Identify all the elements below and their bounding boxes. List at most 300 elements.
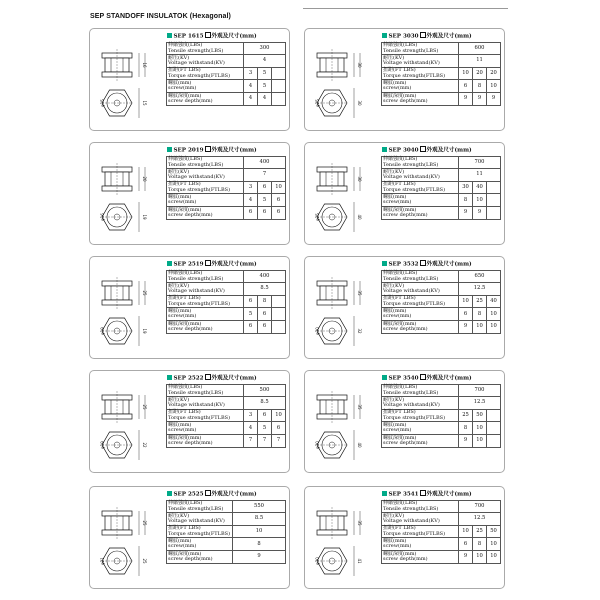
label-cn: 螺紋(mm) bbox=[168, 308, 192, 315]
spec-label bbox=[167, 500, 233, 513]
spec-label bbox=[382, 181, 459, 194]
label-en: screw depth(mm) bbox=[168, 325, 213, 332]
top-view bbox=[315, 430, 362, 460]
label-en: Voltage withstand(KV) bbox=[168, 60, 225, 67]
spec-value: 8 bbox=[258, 295, 272, 308]
spec-label bbox=[167, 435, 244, 448]
spec-label bbox=[167, 55, 244, 68]
spec-label bbox=[382, 93, 459, 106]
spec-value: 20 bbox=[473, 67, 487, 80]
height-dimension: 15 bbox=[142, 100, 147, 106]
spec-value: 4 bbox=[244, 80, 258, 93]
spec-label bbox=[382, 308, 459, 321]
spec-label bbox=[167, 169, 244, 182]
label-en: screw(mm) bbox=[383, 427, 412, 434]
spec-value: 9 bbox=[233, 551, 286, 564]
spec-label bbox=[382, 207, 459, 220]
spec-label bbox=[167, 538, 233, 551]
dims-label: 外观及尺寸(mm) bbox=[211, 375, 257, 382]
height-dimension: 35 bbox=[357, 290, 362, 296]
spec-value bbox=[272, 80, 286, 93]
spec-row-voltage bbox=[382, 169, 501, 182]
model-name: SEP 1615 bbox=[173, 33, 204, 40]
spec-label bbox=[382, 42, 459, 55]
spec-row-voltage bbox=[167, 169, 286, 182]
side-view bbox=[317, 277, 362, 309]
label-en: Voltage withstand(KV) bbox=[168, 174, 225, 181]
spec-row-screw bbox=[167, 308, 286, 321]
label-cn: 耐压(KV) bbox=[383, 168, 405, 175]
spec-row-tensile bbox=[382, 384, 501, 397]
spec-value: 4 bbox=[244, 93, 258, 106]
spec-label bbox=[167, 295, 244, 308]
spec-label bbox=[382, 55, 459, 68]
spec-row-torque bbox=[382, 67, 501, 80]
height-dimension: 19 bbox=[142, 328, 147, 334]
height-dimension: 25 bbox=[142, 290, 147, 296]
spec-label bbox=[167, 80, 244, 93]
checkbox-icon bbox=[420, 146, 426, 152]
label-cn: 螺紋深度(mm) bbox=[168, 320, 202, 327]
label-cn: 螺紋(mm) bbox=[383, 308, 407, 315]
height-dimension: 30 bbox=[357, 100, 362, 106]
label-cn: 螺紋深度(mm) bbox=[383, 434, 417, 441]
label-en: Voltage withstand(KV) bbox=[383, 174, 440, 181]
label-en: screw(mm) bbox=[383, 199, 412, 206]
divider bbox=[303, 8, 508, 9]
spec-value bbox=[487, 422, 501, 435]
spec-value bbox=[487, 194, 501, 207]
page-title: SEP STANDOFF INSULATOK (Hexagonal) bbox=[90, 13, 231, 20]
spec-label bbox=[167, 525, 233, 538]
bullet-icon bbox=[167, 261, 172, 266]
diameter-dimension: φ30 bbox=[315, 557, 320, 565]
label-cn: 螺紋深度(mm) bbox=[383, 320, 417, 327]
label-cn: 耐压(KV) bbox=[383, 396, 405, 403]
spec-label bbox=[167, 308, 244, 321]
checkbox-icon bbox=[420, 260, 426, 266]
label-cn: 耐压(KV) bbox=[383, 54, 405, 61]
spec-label bbox=[167, 409, 244, 422]
height-dimension: 30 bbox=[357, 62, 362, 68]
label-cn: 伸縮強度(LBS) bbox=[383, 156, 418, 163]
spec-card bbox=[89, 256, 290, 359]
spec-value: 5 bbox=[258, 194, 272, 207]
model-header bbox=[167, 490, 286, 500]
label-en: screw(mm) bbox=[383, 543, 412, 550]
spec-value: 600 bbox=[459, 42, 501, 55]
bullet-icon bbox=[167, 491, 172, 496]
label-cn: 扭距(FT LBS) bbox=[168, 67, 201, 74]
spec-value: 8 bbox=[473, 538, 487, 551]
spec-row-screw bbox=[382, 422, 501, 435]
spec-value: 20 bbox=[487, 67, 501, 80]
spec-value: 10 bbox=[487, 308, 501, 321]
label-cn: 扭距(FT LBS) bbox=[383, 525, 416, 532]
spec-value: 50 bbox=[473, 409, 487, 422]
spec-label bbox=[382, 169, 459, 182]
checkbox-icon bbox=[205, 490, 211, 496]
height-dimension: 16 bbox=[142, 62, 147, 68]
model-header bbox=[167, 260, 286, 270]
label-en: Torque strength(FTLBS) bbox=[383, 414, 446, 421]
spec-row-depth bbox=[167, 551, 286, 564]
spec-table bbox=[381, 260, 501, 334]
spec-value: 10 bbox=[272, 181, 286, 194]
label-en: screw(mm) bbox=[168, 543, 197, 550]
spec-value: 9 bbox=[459, 207, 473, 220]
label-en: screw(mm) bbox=[168, 313, 197, 320]
spec-row-voltage bbox=[382, 55, 501, 68]
spec-row-depth bbox=[167, 321, 286, 334]
spec-value: 6 bbox=[459, 80, 473, 93]
spec-value: 6 bbox=[244, 207, 258, 220]
spec-value: 9 bbox=[459, 321, 473, 334]
label-cn: 螺紋(mm) bbox=[168, 538, 192, 545]
label-en: Voltage withstand(KV) bbox=[168, 518, 225, 525]
label-cn: 耐压(KV) bbox=[168, 168, 190, 175]
label-cn: 伸縮強度(LBS) bbox=[168, 156, 203, 163]
spec-label bbox=[382, 513, 459, 526]
height-dimension: 25 bbox=[142, 404, 147, 410]
side-view bbox=[317, 49, 362, 81]
top-view bbox=[100, 88, 147, 118]
spec-label bbox=[382, 384, 459, 397]
spec-card bbox=[89, 142, 290, 245]
label-cn: 耐压(KV) bbox=[383, 282, 405, 289]
bullet-icon bbox=[382, 33, 387, 38]
label-en: Torque strength(FTLBS) bbox=[168, 72, 231, 79]
top-view bbox=[315, 202, 362, 232]
model-name: SEP 3040 bbox=[388, 147, 419, 154]
label-en: Torque strength(FTLBS) bbox=[168, 530, 231, 537]
diameter-dimension: φ16 bbox=[100, 213, 105, 221]
spec-value: 8 bbox=[233, 538, 286, 551]
label-en: Torque strength(FTLBS) bbox=[168, 414, 231, 421]
spec-value: 9 bbox=[473, 207, 487, 220]
model-header bbox=[382, 146, 501, 156]
bullet-icon bbox=[382, 261, 387, 266]
diameter-dimension: φ19 bbox=[100, 327, 105, 335]
spec-row-tensile bbox=[167, 384, 286, 397]
bullet-icon bbox=[382, 375, 387, 380]
spec-table bbox=[166, 260, 286, 334]
label-cn: 螺紋(mm) bbox=[383, 538, 407, 545]
model-name: SEP 3541 bbox=[388, 491, 419, 498]
spec-value: 5 bbox=[244, 308, 258, 321]
spec-label bbox=[167, 397, 244, 410]
spec-table bbox=[381, 146, 501, 220]
spec-value: 10 bbox=[459, 67, 473, 80]
spec-value: 10 bbox=[473, 435, 487, 448]
spec-row-screw bbox=[382, 80, 501, 93]
spec-value: 25 bbox=[459, 409, 473, 422]
spec-row-tensile bbox=[382, 270, 501, 283]
spec-value: 12.5 bbox=[459, 397, 501, 410]
top-view bbox=[100, 546, 147, 576]
top-view bbox=[100, 202, 147, 232]
label-cn: 耐压(KV) bbox=[383, 512, 405, 519]
spec-value: 6 bbox=[244, 295, 258, 308]
model-header bbox=[382, 32, 501, 42]
label-cn: 螺紋深度(mm) bbox=[168, 550, 202, 557]
insulator-drawing bbox=[92, 35, 160, 127]
spec-card bbox=[304, 486, 505, 589]
dims-label: 外观及尺寸(mm) bbox=[426, 261, 472, 268]
spec-label bbox=[167, 321, 244, 334]
label-cn: 螺紋深度(mm) bbox=[168, 206, 202, 213]
spec-value: 10 bbox=[459, 525, 473, 538]
spec-value: 8 bbox=[459, 194, 473, 207]
height-dimension: 41 bbox=[357, 558, 362, 564]
label-en: Voltage withstand(KV) bbox=[168, 402, 225, 409]
spec-label bbox=[382, 270, 459, 283]
spec-label bbox=[167, 93, 244, 106]
spec-value: 10 bbox=[473, 321, 487, 334]
spec-value bbox=[487, 207, 501, 220]
spec-row-tensile bbox=[167, 42, 286, 55]
spec-value: 10 bbox=[487, 80, 501, 93]
spec-card bbox=[89, 486, 290, 589]
dims-label: 外观及尺寸(mm) bbox=[211, 33, 257, 40]
label-cn: 伸縮強度(LBS) bbox=[383, 384, 418, 391]
spec-label bbox=[382, 156, 459, 169]
label-en: Tensile strength(LBS) bbox=[383, 389, 439, 396]
label-en: Torque strength(FTLBS) bbox=[383, 72, 446, 79]
label-cn: 扭距(FT LBS) bbox=[383, 409, 416, 416]
spec-value: 6 bbox=[258, 308, 272, 321]
spec-value: 4 bbox=[258, 93, 272, 106]
spec-value: 9 bbox=[459, 435, 473, 448]
spec-value: 10 bbox=[487, 551, 501, 564]
height-dimension: 20 bbox=[142, 176, 147, 182]
spec-card bbox=[304, 256, 505, 359]
spec-value: 700 bbox=[459, 156, 501, 169]
label-cn: 伸縮強度(LBS) bbox=[168, 270, 203, 277]
spec-value: 11 bbox=[459, 169, 501, 182]
label-cn: 螺紋(mm) bbox=[383, 194, 407, 201]
spec-value: 7 bbox=[244, 435, 258, 448]
spec-value bbox=[487, 435, 501, 448]
dims-label: 外观及尺寸(mm) bbox=[426, 491, 472, 498]
label-cn: 耐压(KV) bbox=[168, 54, 190, 61]
label-cn: 扭距(FT LBS) bbox=[168, 181, 201, 188]
spec-row-voltage bbox=[382, 397, 501, 410]
label-en: Voltage withstand(KV) bbox=[168, 288, 225, 295]
spec-row-screw bbox=[167, 538, 286, 551]
spec-value: 7 bbox=[272, 435, 286, 448]
spec-label bbox=[382, 551, 459, 564]
spec-row-voltage bbox=[167, 283, 286, 296]
spec-value: 6 bbox=[459, 538, 473, 551]
spec-table bbox=[166, 32, 286, 106]
top-view bbox=[100, 316, 147, 346]
spec-label bbox=[382, 435, 459, 448]
bullet-icon bbox=[382, 147, 387, 152]
spec-row-voltage bbox=[167, 55, 286, 68]
spec-value: 10 bbox=[473, 551, 487, 564]
spec-value: 6 bbox=[272, 207, 286, 220]
spec-label bbox=[167, 270, 244, 283]
label-en: screw depth(mm) bbox=[383, 555, 428, 562]
label-en: screw(mm) bbox=[383, 85, 412, 92]
insulator-drawing bbox=[92, 493, 160, 585]
model-name: SEP 3540 bbox=[388, 375, 419, 382]
label-cn: 伸縮強度(LBS) bbox=[383, 270, 418, 277]
spec-label bbox=[167, 422, 244, 435]
dims-label: 外观及尺寸(mm) bbox=[426, 147, 472, 154]
spec-row-tensile bbox=[167, 270, 286, 283]
model-name: SEP 2019 bbox=[173, 147, 204, 154]
height-dimension: 25 bbox=[142, 520, 147, 526]
spec-row-torque bbox=[167, 409, 286, 422]
spec-value: 4 bbox=[244, 55, 286, 68]
spec-value: 25 bbox=[473, 295, 487, 308]
checkbox-icon bbox=[420, 374, 426, 380]
label-en: screw depth(mm) bbox=[383, 439, 428, 446]
model-header bbox=[167, 146, 286, 156]
model-name: SEP 3030 bbox=[388, 33, 419, 40]
spec-row-torque bbox=[382, 409, 501, 422]
spec-row-torque bbox=[167, 525, 286, 538]
label-cn: 螺紋深度(mm) bbox=[168, 92, 202, 99]
spec-label bbox=[382, 321, 459, 334]
diameter-dimension: φ30 bbox=[315, 441, 320, 449]
spec-value: 8.5 bbox=[244, 283, 286, 296]
spec-label bbox=[382, 283, 459, 296]
spec-row-torque bbox=[382, 525, 501, 538]
spec-value bbox=[272, 295, 286, 308]
diameter-dimension: φ19 bbox=[100, 441, 105, 449]
spec-value: 500 bbox=[244, 384, 286, 397]
spec-value: 12.5 bbox=[459, 513, 501, 526]
bullet-icon bbox=[167, 375, 172, 380]
label-cn: 扭距(FT LBS) bbox=[383, 67, 416, 74]
height-dimension: 19 bbox=[142, 214, 147, 220]
spec-label bbox=[382, 67, 459, 80]
spec-row-torque bbox=[167, 295, 286, 308]
spec-row-tensile bbox=[382, 156, 501, 169]
spec-row-depth bbox=[167, 435, 286, 448]
label-en: Tensile strength(LBS) bbox=[383, 275, 439, 282]
spec-card bbox=[89, 370, 290, 473]
dims-label: 外观及尺寸(mm) bbox=[211, 147, 257, 154]
spec-row-screw bbox=[167, 80, 286, 93]
spec-value: 4 bbox=[244, 194, 258, 207]
spec-value: 9 bbox=[459, 551, 473, 564]
side-view bbox=[102, 277, 147, 309]
spec-row-screw bbox=[167, 422, 286, 435]
spec-row-torque bbox=[382, 295, 501, 308]
spec-value: 8 bbox=[459, 422, 473, 435]
insulator-drawing bbox=[92, 263, 160, 355]
spec-row-depth bbox=[167, 93, 286, 106]
spec-card bbox=[304, 142, 505, 245]
spec-value bbox=[487, 181, 501, 194]
model-header bbox=[382, 374, 501, 384]
spec-label bbox=[167, 283, 244, 296]
side-view bbox=[102, 507, 147, 539]
spec-value: 8.5 bbox=[233, 513, 286, 526]
spec-value: 5 bbox=[258, 80, 272, 93]
side-view bbox=[317, 507, 362, 539]
label-en: Tensile strength(LBS) bbox=[168, 161, 224, 168]
spec-value: 50 bbox=[487, 525, 501, 538]
label-en: Torque strength(FTLBS) bbox=[168, 300, 231, 307]
spec-row-tensile bbox=[167, 156, 286, 169]
label-cn: 螺紋(mm) bbox=[168, 80, 192, 87]
bullet-icon bbox=[167, 147, 172, 152]
spec-label bbox=[167, 156, 244, 169]
spec-value: 300 bbox=[244, 42, 286, 55]
spec-value: 6 bbox=[258, 409, 272, 422]
spec-value: 8 bbox=[473, 308, 487, 321]
side-view bbox=[102, 163, 147, 195]
label-cn: 扭距(FT LBS) bbox=[168, 525, 201, 532]
spec-row-depth bbox=[167, 207, 286, 220]
side-view bbox=[102, 49, 147, 81]
side-view bbox=[317, 163, 362, 195]
top-view bbox=[315, 88, 362, 118]
top-view bbox=[100, 430, 147, 460]
spec-value: 400 bbox=[244, 270, 286, 283]
label-en: Torque strength(FTLBS) bbox=[383, 186, 446, 193]
spec-value: 9 bbox=[459, 93, 473, 106]
label-en: screw depth(mm) bbox=[383, 97, 428, 104]
label-en: Tensile strength(LBS) bbox=[168, 389, 224, 396]
spec-label bbox=[382, 295, 459, 308]
diameter-dimension: φ21 bbox=[100, 557, 105, 565]
spec-row-torque bbox=[382, 181, 501, 194]
spec-table bbox=[166, 374, 286, 448]
checkbox-icon bbox=[205, 32, 211, 38]
spec-value: 30 bbox=[459, 181, 473, 194]
spec-value bbox=[272, 308, 286, 321]
spec-value: 6 bbox=[272, 194, 286, 207]
spec-label bbox=[382, 525, 459, 538]
spec-value: 25 bbox=[473, 525, 487, 538]
label-cn: 螺紋深度(mm) bbox=[383, 206, 417, 213]
bullet-icon bbox=[382, 491, 387, 496]
spec-card bbox=[304, 28, 505, 131]
model-header bbox=[167, 32, 286, 42]
dims-label: 外观及尺寸(mm) bbox=[426, 33, 472, 40]
spec-value: 6 bbox=[258, 321, 272, 334]
label-cn: 螺紋(mm) bbox=[168, 422, 192, 429]
spec-row-depth bbox=[382, 321, 501, 334]
spec-label bbox=[382, 500, 459, 513]
label-en: Tensile strength(LBS) bbox=[168, 505, 224, 512]
spec-value: 7 bbox=[244, 169, 286, 182]
diameter-dimension: φ25 bbox=[315, 213, 320, 221]
label-en: Torque strength(FTLBS) bbox=[383, 300, 446, 307]
label-en: screw(mm) bbox=[168, 199, 197, 206]
label-cn: 扭距(FT LBS) bbox=[383, 295, 416, 302]
spec-row-voltage bbox=[167, 513, 286, 526]
spec-label bbox=[382, 194, 459, 207]
label-en: screw(mm) bbox=[383, 313, 412, 320]
spec-value: 6 bbox=[459, 308, 473, 321]
spec-value: 5 bbox=[258, 67, 272, 80]
spec-table bbox=[381, 32, 501, 106]
spec-label bbox=[382, 80, 459, 93]
spec-value: 12.5 bbox=[459, 283, 501, 296]
spec-value: 6 bbox=[258, 207, 272, 220]
spec-value bbox=[272, 93, 286, 106]
insulator-drawing bbox=[307, 263, 375, 355]
label-cn: 耐压(KV) bbox=[168, 282, 190, 289]
label-cn: 伸縮強度(LBS) bbox=[168, 42, 203, 49]
